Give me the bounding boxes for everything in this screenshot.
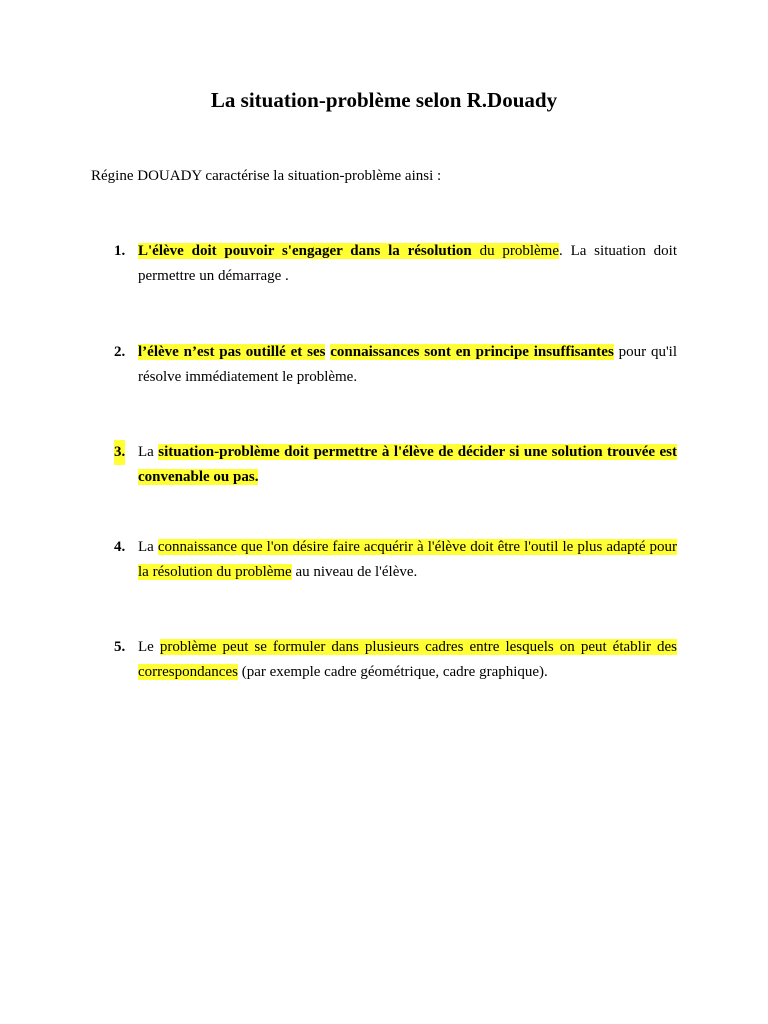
item-text: pour qu'il résolve immédiatement le problème.	[138, 344, 677, 385]
list-item-2	[114, 340, 677, 390]
list-number: 1.	[114, 243, 126, 259]
item-text: La	[138, 539, 158, 555]
highlighted-text-bold: connaissances sont en principe insuffisantes	[330, 344, 614, 360]
item-text: (par exemple cadre géométrique, cadre graphique).	[237, 664, 548, 680]
highlighted-text-bold: situation-problème doit permettre à l'élève de décider si une solution trouvée est convenable ou pas.	[138, 444, 677, 485]
list-item-4	[114, 535, 677, 585]
highlighted-text: connaissance que l'on désire faire acquérir à l'élève doit être l'outil le plus adapté pour la résolution du problème	[138, 539, 677, 580]
list-item-1	[114, 239, 677, 289]
intro-paragraph: Régine DOUADY caractérise la situation-problème ainsi :	[91, 168, 442, 184]
highlighted-text: du problème	[471, 243, 560, 259]
item-text: . La situation doit permettre un démarrage .	[138, 243, 677, 284]
list-number: 5.	[114, 639, 126, 655]
page-title: La situation-problème selon R.Douady	[210, 88, 558, 112]
highlighted-text-bold: L'élève doit pouvoir s'engager dans la résolution	[138, 243, 472, 259]
highlighted-text-bold: l’élève n’est pas outillé et ses	[138, 344, 326, 360]
item-text: La	[138, 444, 159, 460]
list-number: 3.	[114, 440, 125, 465]
item-text: au niveau de l'élève.	[291, 564, 418, 580]
list-item-5	[114, 635, 678, 685]
item-text: Le	[138, 639, 160, 655]
highlighted-text: problème peut se formuler dans plusieurs cadres entre lesquels on peut établir des correspondances	[138, 639, 678, 680]
list-number: 2.	[114, 344, 126, 360]
list-item-3	[114, 440, 677, 490]
list-number: 4.	[114, 539, 126, 555]
